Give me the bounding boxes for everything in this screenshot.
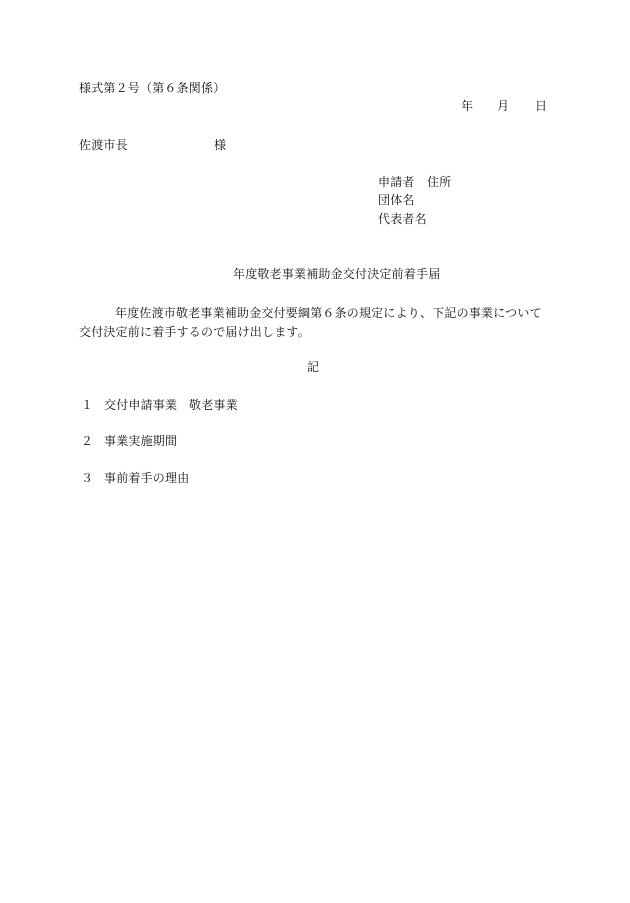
representative-label: 代表者名: [378, 212, 427, 226]
item-2-number: ２: [81, 434, 94, 448]
item-3-label: 事前着手の理由: [104, 471, 190, 485]
item-1-label: 交付申請事業: [104, 398, 178, 412]
body-paragraph: [79, 304, 549, 342]
item-2-label: 事業実施期間: [104, 434, 178, 448]
date-month-label: 月: [497, 99, 510, 113]
addressee-honorific: 様: [214, 138, 227, 152]
item-3-number: ３: [81, 471, 94, 485]
organization-label: 団体名: [378, 193, 415, 207]
applicant-label: 申請者: [378, 175, 415, 189]
document-title: 年度敬老事業補助金交付決定前着手届: [233, 267, 441, 281]
address-label: 住所: [427, 175, 452, 189]
form-number: 様式第２号（第６条関係）: [79, 81, 226, 95]
body-text: 年度佐渡市敬老事業補助金交付要綱第６条の規定により、下記の事業について交付決定前に着手するので届け出します。: [79, 306, 542, 339]
item-1-number: １: [81, 398, 94, 412]
addressee-name: 佐渡市長: [79, 138, 128, 152]
note-heading: 記: [307, 360, 320, 374]
date-day-label: 日: [535, 99, 548, 113]
date-year-label: 年: [461, 99, 474, 113]
item-1-value: 敬老事業: [189, 398, 238, 412]
